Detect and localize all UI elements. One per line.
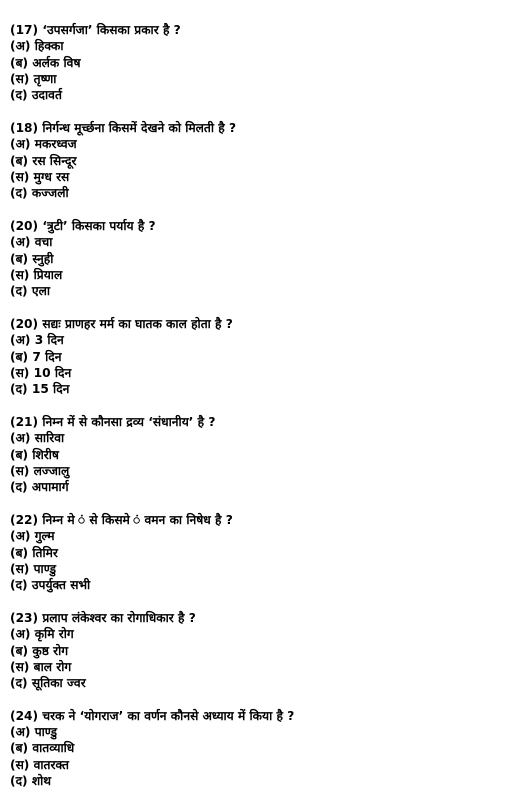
option-a: (अ) हिक्का bbox=[10, 39, 64, 54]
option-b: (ब) वातव्याधि bbox=[10, 741, 75, 756]
option-d: (द) एला bbox=[10, 284, 51, 299]
option-c: (स) लज्जालु bbox=[10, 463, 70, 478]
option-b: (ब) रस सिन्दूर bbox=[10, 153, 77, 168]
question-text: (24) चरक ने ‘योगराज’ का वर्णन कौनसे अध्याय में किया है ? bbox=[10, 708, 295, 723]
option-a: (अ) मकरध्वज bbox=[10, 137, 77, 152]
question-block bbox=[10, 22, 510, 103]
option-d: (द) 15 दिन bbox=[10, 382, 70, 397]
question-text: (20) सद्यः प्राणहर मर्म का घातक काल होता है ? bbox=[10, 316, 233, 331]
question-text: (23) प्रलाप लंकेश्वर का रोगाधिकार है ? bbox=[10, 610, 196, 625]
question-text: (18) निर्गन्ध मूर्च्छना किसमें देखने को मिलती है ? bbox=[10, 120, 237, 135]
option-b: (ब) स्नुही bbox=[10, 251, 54, 266]
option-c: (स) बाल रोग bbox=[10, 659, 72, 674]
option-a: (अ) कृमि रोग bbox=[10, 627, 74, 642]
option-d: (द) उदावर्त bbox=[10, 88, 62, 103]
option-c: (स) मुग्ध रस bbox=[10, 169, 70, 184]
question-block bbox=[10, 316, 510, 397]
question-block bbox=[10, 414, 510, 495]
option-b: (ब) अर्लक विष bbox=[10, 55, 81, 70]
option-a: (अ) वचा bbox=[10, 235, 53, 250]
option-c: (स) पाण्डु bbox=[10, 561, 57, 576]
question-text: (17) ‘उपसर्गजा’ किसका प्रकार है ? bbox=[10, 23, 181, 37]
question-text: (22) निम्न मे ं से किसमे ं वमन का निषेध है ? bbox=[10, 512, 233, 527]
option-b: (ब) कुष्ठ रोग bbox=[10, 643, 69, 658]
option-c: (स) वातरक्त bbox=[10, 757, 69, 772]
option-d: (द) शोथ bbox=[10, 774, 52, 789]
question-block bbox=[10, 610, 510, 691]
option-b: (ब) शिरीष bbox=[10, 447, 59, 462]
question-block bbox=[10, 218, 510, 299]
option-c: (स) तृष्णा bbox=[10, 71, 57, 86]
question-text: (20) ‘त्रुटी’ किसका पर्याय है ? bbox=[10, 218, 156, 233]
question-text: (21) निम्न में से कौनसा द्रव्य ‘संधानीय’ है ? bbox=[10, 414, 216, 429]
question-block bbox=[10, 512, 510, 593]
option-a: (अ) 3 दिन bbox=[10, 333, 64, 348]
option-d: (द) अपामार्ग bbox=[10, 480, 69, 495]
option-b: (ब) तिमिर bbox=[10, 545, 58, 560]
option-d: (द) उपर्युक्त सभी bbox=[10, 578, 91, 593]
option-c: (स) प्रियाल bbox=[10, 267, 63, 282]
question-block bbox=[10, 120, 510, 201]
option-a: (अ) गुल्म bbox=[10, 529, 55, 544]
option-d: (द) सूतिका ज्वर bbox=[10, 676, 86, 691]
option-d: (द) कज्जली bbox=[10, 186, 69, 201]
question-block bbox=[10, 708, 510, 789]
option-a: (अ) पाण्डु bbox=[10, 725, 58, 740]
option-b: (ब) 7 दिन bbox=[10, 349, 62, 364]
option-c: (स) 10 दिन bbox=[10, 365, 72, 380]
option-a: (अ) सारिवा bbox=[10, 431, 65, 446]
